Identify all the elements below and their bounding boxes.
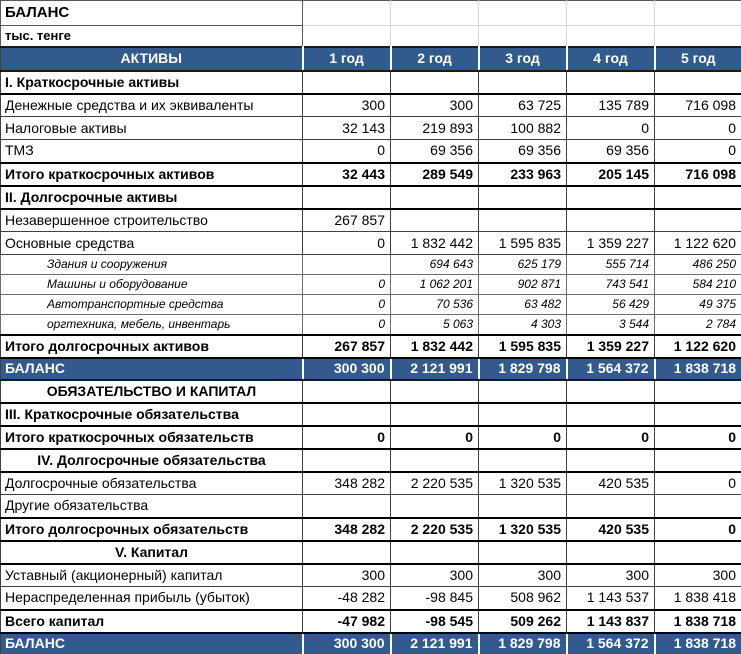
table-row (1, 275, 741, 295)
cell-value[interactable]: -98 545 (391, 610, 479, 633)
cell-value[interactable] (391, 380, 479, 403)
cell-value[interactable] (479, 71, 567, 94)
empty-cell[interactable] (391, 1, 479, 26)
table-row (1, 232, 741, 255)
table-row (1, 186, 741, 209)
cell-value[interactable]: 300 (567, 564, 655, 587)
cell-value[interactable]: 0 (655, 472, 741, 495)
table-row (1, 209, 741, 232)
table-row (1, 610, 741, 633)
column-header-year-5[interactable]: 5 год (655, 47, 741, 71)
cell-value[interactable]: 0 (391, 426, 479, 449)
table-row (1, 495, 741, 518)
cell-value[interactable]: 300 (391, 564, 479, 587)
cell-value[interactable]: 486 250 (655, 255, 741, 275)
cell-value[interactable]: 0 (303, 140, 391, 163)
cell-value[interactable]: 233 963 (479, 163, 567, 186)
empty-cell[interactable] (303, 26, 391, 47)
table-row (1, 472, 741, 495)
cell-value[interactable]: 300 (303, 94, 391, 117)
table-row (1, 587, 741, 610)
cell-value[interactable]: 584 210 (655, 275, 741, 295)
cell-value[interactable]: 69 356 (567, 140, 655, 163)
cell-value[interactable]: 902 871 (479, 275, 567, 295)
cell-value[interactable] (567, 495, 655, 518)
cell-value[interactable] (567, 541, 655, 564)
row-label[interactable]: Всего капитал (1, 610, 303, 633)
cell-value[interactable]: 508 962 (479, 587, 567, 610)
cell-value[interactable]: 1 838 718 (655, 358, 741, 380)
cell-value[interactable] (479, 495, 567, 518)
empty-cell[interactable] (655, 1, 741, 26)
empty-cell[interactable] (303, 1, 391, 26)
cell-value[interactable]: 348 282 (303, 472, 391, 495)
empty-cell[interactable] (479, 26, 567, 47)
table-static-rows (1, 1, 741, 71)
cell-value[interactable]: -98 845 (391, 587, 479, 610)
row-label[interactable]: ТМЗ (1, 140, 303, 163)
empty-cell[interactable] (479, 1, 567, 26)
cell-value[interactable]: 1 564 372 (567, 358, 655, 380)
table-row (1, 163, 741, 186)
row-label[interactable]: Итого краткосрочных активов (1, 163, 303, 186)
table-row (1, 380, 741, 403)
row-label[interactable]: Долгосрочные обязательства (1, 472, 303, 495)
cell-value[interactable] (479, 449, 567, 472)
cell-value[interactable]: 0 (655, 426, 741, 449)
cell-value[interactable]: 1 829 798 (479, 633, 567, 654)
row-label[interactable]: Налоговые активы (1, 117, 303, 140)
cell-value[interactable]: 300 (655, 564, 741, 587)
cell-value[interactable]: 300 (391, 94, 479, 117)
cell-value[interactable]: 267 857 (303, 209, 391, 232)
cell-value[interactable]: 716 098 (655, 163, 741, 186)
cell-value[interactable]: 300 (303, 564, 391, 587)
cell-value[interactable]: 3 544 (567, 315, 655, 335)
cell-value[interactable]: 135 789 (567, 94, 655, 117)
table-row (1, 541, 741, 564)
cell-value[interactable]: 32 443 (303, 163, 391, 186)
cell-value[interactable]: 2 220 535 (391, 472, 479, 495)
cell-value[interactable]: 0 (567, 426, 655, 449)
row-label[interactable]: Здания и сооружения (1, 255, 303, 275)
cell-value[interactable] (391, 186, 479, 209)
table-row (1, 315, 741, 335)
table-row (1, 140, 741, 163)
cell-value[interactable]: 694 643 (391, 255, 479, 275)
cell-value[interactable]: 63 482 (479, 295, 567, 315)
column-header-year-1[interactable]: 1 год (303, 47, 391, 71)
row-label[interactable]: Другие обязательства (1, 495, 303, 518)
cell-value[interactable] (567, 449, 655, 472)
row-label[interactable]: IV. Долгосрочные обязательства (1, 449, 303, 472)
cell-value[interactable]: 0 (303, 295, 391, 315)
cell-value[interactable]: 70 536 (391, 295, 479, 315)
cell-value[interactable] (391, 495, 479, 518)
cell-value[interactable]: 0 (479, 426, 567, 449)
row-label[interactable]: БАЛАНС (1, 358, 303, 380)
row-label[interactable]: II. Долгосрочные активы (1, 186, 303, 209)
cell-value[interactable]: 555 714 (567, 255, 655, 275)
table-row (1, 518, 741, 541)
cell-value[interactable] (655, 71, 741, 94)
empty-cell[interactable] (567, 26, 655, 47)
table-row (1, 335, 741, 358)
table-row (1, 117, 741, 140)
cell-value[interactable] (479, 541, 567, 564)
cell-value[interactable]: 1 595 835 (479, 232, 567, 255)
cell-value[interactable]: 0 (655, 140, 741, 163)
row-label[interactable]: III. Краткосрочные обязательства (1, 403, 303, 426)
cell-value[interactable] (567, 71, 655, 94)
cell-value[interactable]: 4 303 (479, 315, 567, 335)
table-row (1, 94, 741, 117)
cell-value[interactable] (303, 495, 391, 518)
cell-value[interactable] (303, 380, 391, 403)
cell-value[interactable] (655, 403, 741, 426)
sheet-title-row (1, 1, 741, 26)
row-label[interactable]: Итого краткосрочных обязательств (1, 426, 303, 449)
empty-cell[interactable] (655, 26, 741, 47)
cell-value[interactable] (391, 71, 479, 94)
cell-value[interactable] (303, 541, 391, 564)
cell-value[interactable]: 509 262 (479, 610, 567, 633)
column-header-assets[interactable]: АКТИВЫ (1, 47, 303, 71)
cell-value[interactable] (567, 380, 655, 403)
cell-value[interactable]: 1 832 442 (391, 232, 479, 255)
cell-value[interactable]: 63 725 (479, 94, 567, 117)
cell-value[interactable]: 1 832 442 (391, 335, 479, 358)
table-row (1, 633, 741, 654)
cell-value[interactable]: 300 300 (303, 358, 391, 380)
cell-value[interactable] (655, 495, 741, 518)
cell-value[interactable]: 5 063 (391, 315, 479, 335)
row-label[interactable]: Машины и оборудование (1, 275, 303, 295)
cell-value[interactable]: 2 121 991 (391, 633, 479, 654)
cell-value[interactable] (479, 186, 567, 209)
units-label[interactable]: тыс. тенге (1, 26, 303, 47)
table-row (1, 403, 741, 426)
empty-cell[interactable] (567, 1, 655, 26)
cell-value[interactable]: 2 784 (655, 315, 741, 335)
table-row (1, 295, 741, 315)
cell-value[interactable]: 100 882 (479, 117, 567, 140)
cell-value[interactable]: 69 356 (391, 140, 479, 163)
cell-value[interactable] (391, 541, 479, 564)
cell-value[interactable]: 1 143 537 (567, 587, 655, 610)
sheet-units-row (1, 26, 741, 47)
table-row (1, 255, 741, 275)
row-label[interactable]: Денежные средства и их эквиваленты (1, 94, 303, 117)
cell-value[interactable]: 69 356 (479, 140, 567, 163)
column-header-year-2[interactable]: 2 год (391, 47, 479, 71)
cell-value[interactable]: 0 (655, 518, 741, 541)
cell-value[interactable]: 1 595 835 (479, 335, 567, 358)
cell-value[interactable]: 205 145 (567, 163, 655, 186)
cell-value[interactable]: 0 (303, 426, 391, 449)
row-label[interactable]: Уставный (акционерный) капитал (1, 564, 303, 587)
cell-value[interactable] (567, 209, 655, 232)
table-data-rows (1, 71, 741, 654)
column-header-row (1, 47, 741, 71)
cell-value[interactable]: 1 838 718 (655, 610, 741, 633)
row-label[interactable]: V. Капитал (1, 541, 303, 564)
cell-value[interactable]: 0 (303, 315, 391, 335)
cell-value[interactable] (303, 255, 391, 275)
cell-value[interactable]: 1 062 201 (391, 275, 479, 295)
sheet-title[interactable]: БАЛАНС (1, 1, 303, 26)
cell-value[interactable]: -48 282 (303, 587, 391, 610)
cell-value[interactable] (567, 186, 655, 209)
cell-value[interactable]: 1 838 718 (655, 633, 741, 654)
row-label[interactable]: оргтехника, мебель, инвентарь (1, 315, 303, 335)
cell-value[interactable] (303, 186, 391, 209)
table-row (1, 564, 741, 587)
row-label[interactable]: Нераспределенная прибыль (убыток) (1, 587, 303, 610)
cell-value[interactable]: 0 (303, 275, 391, 295)
cell-value[interactable] (567, 403, 655, 426)
cell-value[interactable]: 1 122 620 (655, 335, 741, 358)
column-header-year-4[interactable]: 4 год (567, 47, 655, 71)
cell-value[interactable]: 0 (567, 117, 655, 140)
cell-value[interactable] (479, 380, 567, 403)
row-label[interactable]: Итого долгосрочных активов (1, 335, 303, 358)
cell-value[interactable] (479, 403, 567, 426)
cell-value[interactable]: 2 220 535 (391, 518, 479, 541)
cell-value[interactable]: 2 121 991 (391, 358, 479, 380)
cell-value[interactable]: 1 320 535 (479, 472, 567, 495)
cell-value[interactable]: 1 359 227 (567, 335, 655, 358)
cell-value[interactable]: 300 300 (303, 633, 391, 654)
cell-value[interactable]: 420 535 (567, 518, 655, 541)
cell-value[interactable]: 49 375 (655, 295, 741, 315)
cell-value[interactable]: 289 549 (391, 163, 479, 186)
table-row (1, 426, 741, 449)
row-label[interactable]: Основные средства (1, 232, 303, 255)
cell-value[interactable] (655, 380, 741, 403)
cell-value[interactable] (479, 209, 567, 232)
cell-value[interactable]: 625 179 (479, 255, 567, 275)
cell-value[interactable]: -47 982 (303, 610, 391, 633)
row-label[interactable]: Автотранспортные средства (1, 295, 303, 315)
cell-value[interactable]: 0 (655, 117, 741, 140)
cell-value[interactable] (655, 449, 741, 472)
cell-value[interactable]: 1 320 535 (479, 518, 567, 541)
cell-value[interactable] (655, 541, 741, 564)
cell-value[interactable]: 32 143 (303, 117, 391, 140)
cell-value[interactable] (655, 209, 741, 232)
cell-value[interactable] (303, 449, 391, 472)
cell-value[interactable]: 267 857 (303, 335, 391, 358)
cell-value[interactable]: 348 282 (303, 518, 391, 541)
cell-value[interactable] (303, 403, 391, 426)
row-label[interactable]: Незавершенное строительство (1, 209, 303, 232)
table-row (1, 358, 741, 380)
cell-value[interactable]: 716 098 (655, 94, 741, 117)
cell-value[interactable] (391, 449, 479, 472)
cell-value[interactable]: 743 541 (567, 275, 655, 295)
cell-value[interactable]: 1 829 798 (479, 358, 567, 380)
cell-value[interactable]: 56 429 (567, 295, 655, 315)
table-row (1, 449, 741, 472)
empty-cell[interactable] (391, 26, 479, 47)
cell-value[interactable]: 1 143 837 (567, 610, 655, 633)
row-label[interactable]: БАЛАНС (1, 633, 303, 654)
cell-value[interactable]: 420 535 (567, 472, 655, 495)
row-label[interactable]: I. Краткосрочные активы (1, 71, 303, 94)
cell-value[interactable] (655, 186, 741, 209)
cell-value[interactable]: 0 (303, 232, 391, 255)
cell-value[interactable]: 1 564 372 (567, 633, 655, 654)
cell-value[interactable]: 1 838 418 (655, 587, 741, 610)
row-label[interactable]: Итого долгосрочных обязательств (1, 518, 303, 541)
cell-value[interactable]: 1 122 620 (655, 232, 741, 255)
row-label[interactable]: ОБЯЗАТЕЛЬСТВО И КАПИТАЛ (1, 380, 303, 403)
cell-value[interactable] (303, 71, 391, 94)
table-row (1, 71, 741, 94)
column-header-year-3[interactable]: 3 год (479, 47, 567, 71)
cell-value[interactable] (391, 403, 479, 426)
cell-value[interactable]: 219 893 (391, 117, 479, 140)
cell-value[interactable] (391, 209, 479, 232)
cell-value[interactable]: 300 (479, 564, 567, 587)
cell-value[interactable]: 1 359 227 (567, 232, 655, 255)
